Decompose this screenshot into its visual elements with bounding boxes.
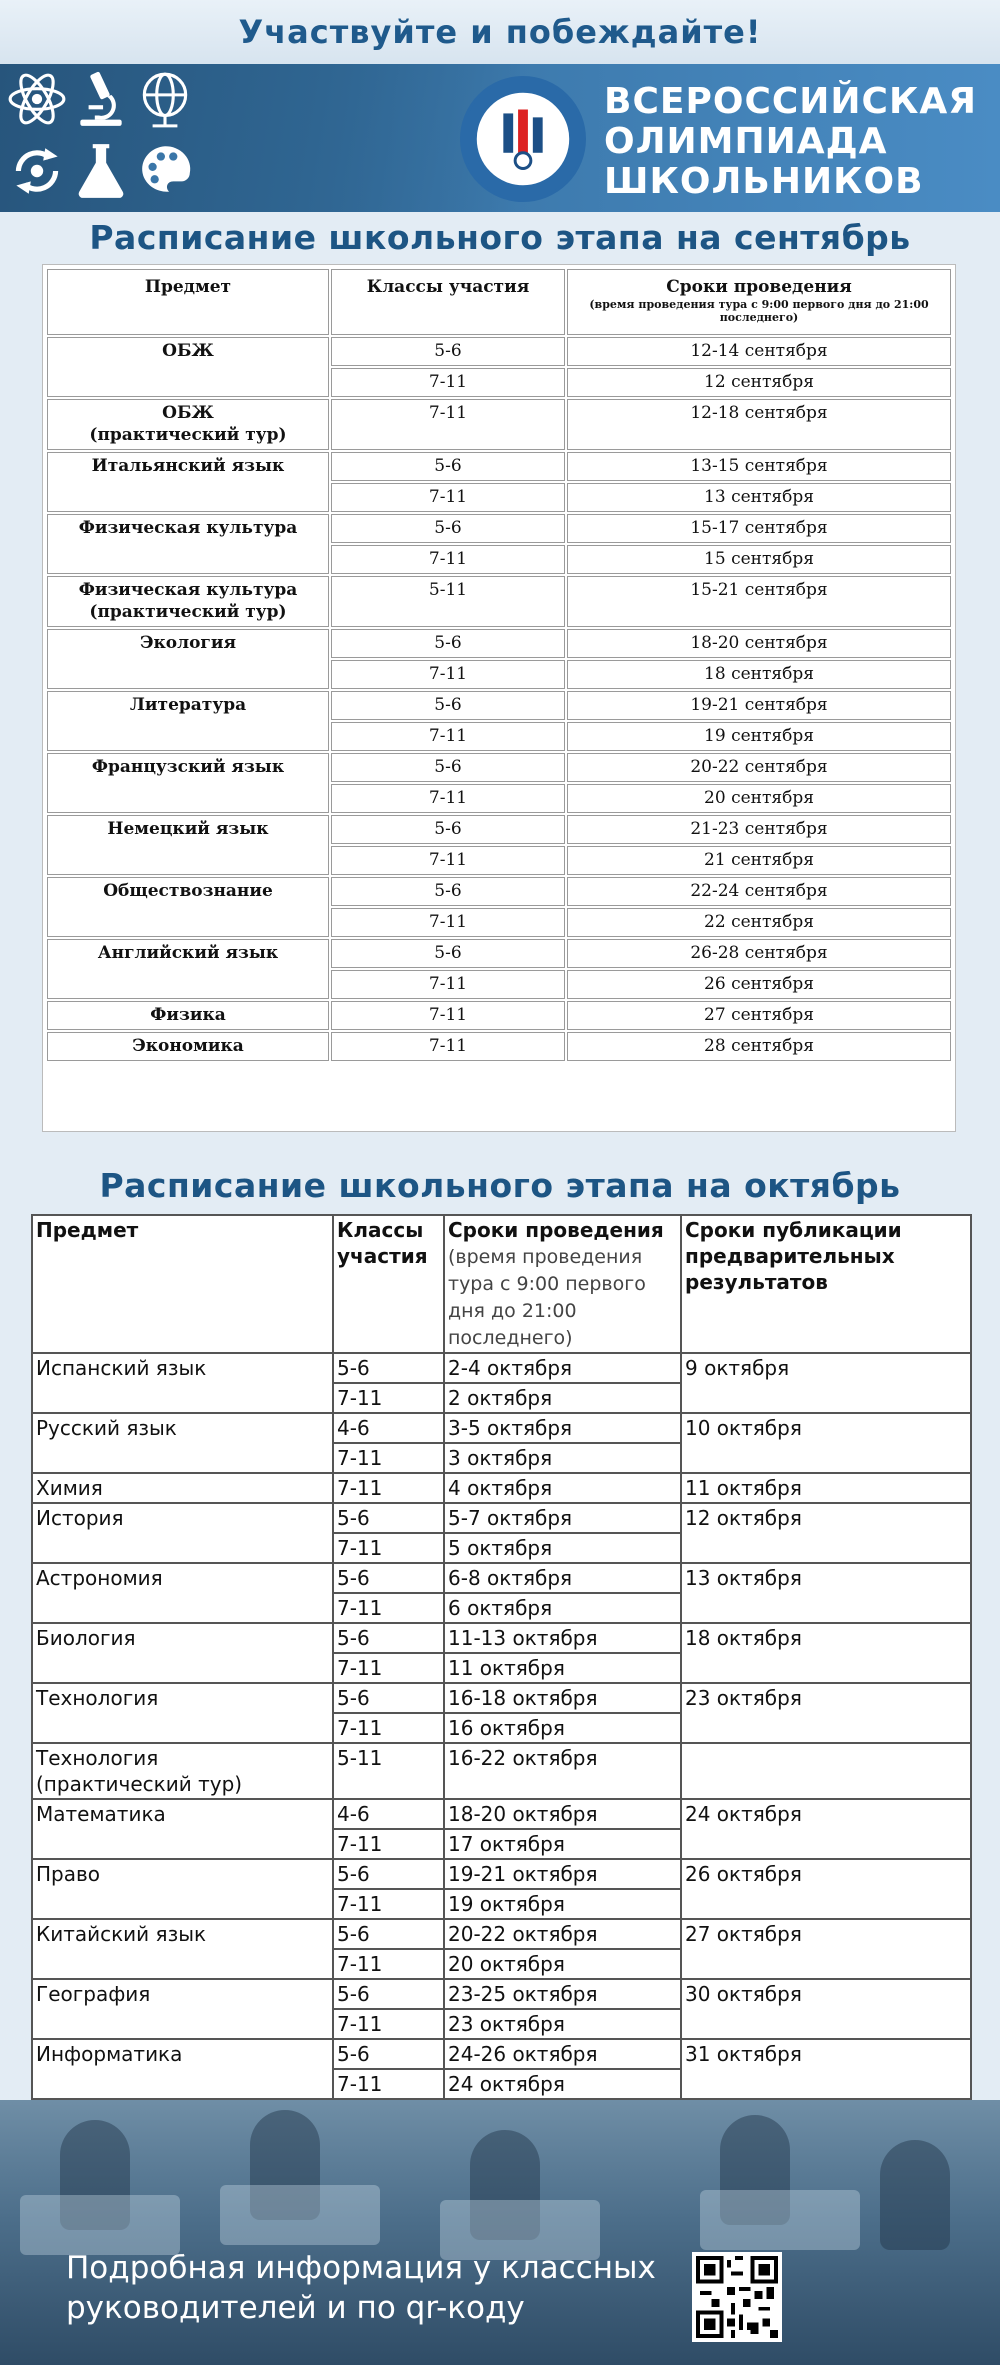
results-cell: [681, 1743, 971, 1799]
grades-cell: 7-11: [331, 368, 565, 397]
grades-cell: 7-11: [333, 1829, 444, 1859]
results-cell: 18 октября: [681, 1623, 971, 1683]
dates-cell: 24-26 октября: [444, 2039, 681, 2069]
dates-cell: 19 октября: [444, 1889, 681, 1919]
qr-code[interactable]: [692, 2252, 782, 2342]
grades-cell: 7-11: [331, 722, 565, 751]
subject-name: Физическая культура: [78, 518, 298, 538]
table-row: [47, 1032, 951, 1061]
table-row: [32, 1353, 971, 1383]
palette-icon: [134, 140, 196, 202]
subject-icons: [6, 68, 196, 208]
dates-cell: 3 октября: [444, 1443, 681, 1473]
subject-name: Химия: [36, 1476, 103, 1500]
table-row: [32, 1503, 971, 1533]
header-dates-note: (время проведения тура с 9:00 первого дня до 21:00 последнего): [448, 1246, 646, 1349]
dates-cell: 4 октября: [444, 1473, 681, 1503]
dates-cell: 20 октября: [444, 1949, 681, 1979]
september-table-wrap: [42, 264, 956, 1132]
student-silhouette: [880, 2140, 950, 2250]
table-row: [32, 1979, 971, 2009]
grades-cell: 7-11: [331, 399, 565, 450]
grades-cell: 7-11: [333, 1533, 444, 1563]
grades-cell: 7-11: [331, 545, 565, 574]
dates-cell: 19-21 сентября: [567, 691, 951, 720]
grades-cell: 5-6: [331, 815, 565, 844]
grades-cell: 7-11: [333, 1443, 444, 1473]
subject-name: Испанский язык: [36, 1356, 207, 1380]
dates-cell: 16-22 октября: [444, 1743, 681, 1799]
logo-title: [604, 82, 994, 202]
subject-cell: [47, 1032, 329, 1061]
grades-cell: 5-6: [331, 452, 565, 481]
subject-name: Литература: [129, 695, 247, 715]
subject-cell: [32, 1859, 333, 1919]
table-row: [47, 337, 951, 366]
subject-cell: [47, 576, 329, 627]
subject-name: (практический тур): [89, 602, 287, 622]
globe-icon: [134, 68, 196, 130]
dates-cell: 16 октября: [444, 1713, 681, 1743]
grades-cell: 7-11: [331, 660, 565, 689]
results-cell: 12 октября: [681, 1503, 971, 1563]
table-row: [47, 815, 951, 844]
grades-cell: 5-6: [331, 629, 565, 658]
dates-cell: 24 октября: [444, 2069, 681, 2099]
dates-cell: 13 сентября: [567, 483, 951, 512]
atom-icon: [6, 68, 68, 130]
subject-cell: [47, 753, 329, 813]
dates-cell: 22-24 сентября: [567, 877, 951, 906]
subject-cell: [32, 1353, 333, 1413]
subject-cell: [32, 1919, 333, 1979]
table-row: [32, 1859, 971, 1889]
desk-shape: [220, 2185, 380, 2245]
grades-cell: 5-6: [331, 691, 565, 720]
footer-line-1: Подробная информация у классных: [66, 2250, 656, 2286]
results-cell: 31 октября: [681, 2039, 971, 2099]
grades-cell: 7-11: [333, 2009, 444, 2039]
grades-cell: 5-6: [333, 1859, 444, 1889]
grades-cell: 7-11: [333, 1593, 444, 1623]
subject-cell: [32, 1743, 333, 1799]
subject-cell: [32, 1413, 333, 1473]
dates-cell: 26 сентября: [567, 970, 951, 999]
grades-cell: 5-6: [333, 1623, 444, 1653]
october-table: [31, 1214, 972, 2130]
header-dates-note: (время проведения тура с 9:00 первого дня до 21:00 последнего): [589, 298, 929, 324]
table-row: [47, 939, 951, 968]
dates-cell: 6-8 октября: [444, 1563, 681, 1593]
flask-icon: [70, 140, 132, 202]
subject-name: Физическая культура: [78, 580, 298, 600]
header-dates-label: Сроки проведения: [448, 1218, 664, 1242]
results-cell: 30 октября: [681, 1979, 971, 2039]
subject-name: ОБЖ: [162, 403, 214, 423]
dates-cell: 18-20 сентября: [567, 629, 951, 658]
table-row: [47, 399, 951, 450]
subject-name: (практический тур): [36, 1772, 243, 1796]
dates-cell: 28 сентября: [567, 1032, 951, 1061]
subject-name: Английский язык: [97, 943, 279, 963]
grades-cell: 7-11: [331, 908, 565, 937]
october-title: Расписание школьного этапа на октябрь: [99, 1166, 901, 1205]
subject-name: Немецкий язык: [107, 819, 269, 839]
footer-info-text: [66, 2248, 706, 2328]
october-table-body: [32, 1353, 971, 2129]
september-table: [45, 267, 953, 1063]
table-row: [47, 1001, 951, 1030]
header-dates: [567, 269, 951, 335]
dates-cell: 21-23 сентября: [567, 815, 951, 844]
subject-name: Биология: [36, 1626, 136, 1650]
dates-cell: 18-20 октября: [444, 1799, 681, 1829]
results-cell: 26 октября: [681, 1859, 971, 1919]
dates-cell: 13-15 сентября: [567, 452, 951, 481]
subject-cell: [32, 1563, 333, 1623]
dates-cell: 17 октября: [444, 1829, 681, 1859]
grades-cell: 5-6: [331, 939, 565, 968]
dates-cell: 15-21 сентября: [567, 576, 951, 627]
subject-name: Математика: [36, 1802, 166, 1826]
header-grades: Классы участия: [333, 1215, 444, 1353]
dates-cell: 12-18 сентября: [567, 399, 951, 450]
results-cell: 10 октября: [681, 1413, 971, 1473]
grades-cell: 7-11: [331, 483, 565, 512]
table-row: [32, 1623, 971, 1653]
header-subject: Предмет: [47, 269, 329, 335]
header-dates-label: Сроки проведения: [666, 277, 852, 297]
footer-classroom-photo: [0, 2100, 1000, 2365]
dates-cell: 12-14 сентября: [567, 337, 951, 366]
table-row: [32, 1563, 971, 1593]
results-cell: 23 октября: [681, 1683, 971, 1743]
dates-cell: 23 октября: [444, 2009, 681, 2039]
dates-cell: 19 сентября: [567, 722, 951, 751]
subject-name: Физика: [150, 1005, 226, 1025]
subject-name: История: [36, 1506, 124, 1530]
subject-name: Технология: [36, 1686, 159, 1710]
dates-cell: 11-13 октября: [444, 1623, 681, 1653]
grades-cell: 5-6: [331, 514, 565, 543]
logo-line-1: ВСЕРОССИЙСКАЯ: [604, 81, 977, 122]
subject-cell: [32, 1979, 333, 2039]
subject-name: Информатика: [36, 2042, 183, 2066]
grades-cell: 7-11: [333, 2069, 444, 2099]
grades-cell: 5-11: [333, 1743, 444, 1799]
subject-cell: [47, 939, 329, 999]
subject-name: (практический тур): [89, 425, 287, 445]
subject-name: Китайский язык: [36, 1922, 207, 1946]
subject-name: ОБЖ: [162, 341, 214, 361]
subject-name: География: [36, 1982, 151, 2006]
results-cell: 11 октября: [681, 1473, 971, 1503]
header-dates: [444, 1215, 681, 1353]
table-row: [32, 2039, 971, 2069]
dates-cell: 6 октября: [444, 1593, 681, 1623]
header-results: Сроки публикации предварительных результатов: [681, 1215, 971, 1353]
table-row: [32, 1683, 971, 1713]
olympiad-logo: [460, 76, 586, 202]
subject-cell: [47, 629, 329, 689]
grades-cell: 4-6: [333, 1799, 444, 1829]
dates-cell: 12 сентября: [567, 368, 951, 397]
subject-cell: [47, 1001, 329, 1030]
dates-cell: 2 октября: [444, 1383, 681, 1413]
grades-cell: 5-6: [333, 1919, 444, 1949]
grades-cell: 5-6: [333, 1503, 444, 1533]
subject-cell: [32, 1503, 333, 1563]
table-row: [47, 629, 951, 658]
subject-cell: [47, 691, 329, 751]
subject-cell: [32, 1683, 333, 1743]
microscope-icon: [70, 68, 132, 130]
dates-cell: 23-25 октября: [444, 1979, 681, 2009]
subject-cell: [47, 337, 329, 397]
grades-cell: 4-6: [333, 1413, 444, 1443]
table-row: [47, 452, 951, 481]
dates-cell: 27 сентября: [567, 1001, 951, 1030]
dates-cell: 2-4 октября: [444, 1353, 681, 1383]
table-row: [47, 877, 951, 906]
header-grades: Классы участия: [331, 269, 565, 335]
subject-name: Итальянский язык: [91, 456, 285, 476]
grades-cell: 7-11: [333, 1473, 444, 1503]
footer-line-2: руководителей и по qr-коду: [66, 2290, 525, 2326]
slogan-heading: Участвуйте и побеждайте!: [0, 0, 1000, 64]
qr-code-icon: [696, 2256, 778, 2338]
subject-cell: [32, 1473, 333, 1503]
grades-cell: 5-6: [331, 877, 565, 906]
table-row: [32, 1473, 971, 1503]
grades-cell: 5-6: [333, 1683, 444, 1713]
grades-cell: 5-6: [333, 1563, 444, 1593]
grades-cell: 5-6: [333, 1353, 444, 1383]
subject-cell: [47, 399, 329, 450]
dates-cell: 15 сентября: [567, 545, 951, 574]
table-header-row: [47, 269, 951, 335]
grades-cell: 5-6: [333, 2039, 444, 2069]
subject-cell: [47, 452, 329, 512]
subject-name: Русский язык: [36, 1416, 177, 1440]
dates-cell: 15-17 сентября: [567, 514, 951, 543]
dates-cell: 18 сентября: [567, 660, 951, 689]
grades-cell: 7-11: [333, 1383, 444, 1413]
subject-cell: [47, 514, 329, 574]
dates-cell: 11 октября: [444, 1653, 681, 1683]
subject-name: Экология: [139, 633, 237, 653]
desk-shape: [20, 2195, 180, 2255]
dates-cell: 3-5 октября: [444, 1413, 681, 1443]
results-cell: 27 октября: [681, 1919, 971, 1979]
table-row: [47, 691, 951, 720]
subject-cell: [47, 815, 329, 875]
grades-cell: 7-11: [331, 846, 565, 875]
grades-cell: 7-11: [331, 1032, 565, 1061]
dates-cell: 21 сентября: [567, 846, 951, 875]
subject-cell: [47, 877, 329, 937]
header-subject: Предмет: [32, 1215, 333, 1353]
logo-line-2: ОЛИМПИАДА: [604, 121, 888, 162]
dates-cell: 19-21 октября: [444, 1859, 681, 1889]
subject-name: Обществознание: [103, 881, 273, 901]
dates-cell: 20-22 октября: [444, 1919, 681, 1949]
table-row: [32, 1743, 971, 1799]
results-cell: 9 октября: [681, 1353, 971, 1413]
grades-cell: 7-11: [333, 1889, 444, 1919]
subject-name: Право: [36, 1862, 101, 1886]
subject-name: Французский язык: [91, 757, 285, 777]
table-row: [47, 514, 951, 543]
dates-cell: 20 сентября: [567, 784, 951, 813]
table-row: [47, 753, 951, 782]
grades-cell: 5-11: [331, 576, 565, 627]
desk-shape: [700, 2190, 860, 2250]
october-table-wrap: [31, 1214, 972, 2107]
table-header-row: [32, 1215, 971, 1353]
grades-cell: 7-11: [333, 1653, 444, 1683]
dates-cell: 20-22 сентября: [567, 753, 951, 782]
logo-line-3: ШКОЛЬНИКОВ: [604, 161, 924, 202]
dates-cell: 5-7 октября: [444, 1503, 681, 1533]
subject-name: Технология: [36, 1746, 159, 1770]
table-row: [32, 1919, 971, 1949]
table-row: [32, 1413, 971, 1443]
subject-cell: [32, 1623, 333, 1683]
subject-name: Экономика: [132, 1036, 244, 1056]
olympiad-banner: [0, 64, 1000, 212]
grades-cell: 7-11: [331, 1001, 565, 1030]
dates-cell: 16-18 октября: [444, 1683, 681, 1713]
subject-cell: [32, 2039, 333, 2099]
table-row: [32, 1799, 971, 1829]
subject-cell: [32, 1799, 333, 1859]
dates-cell: 22 сентября: [567, 908, 951, 937]
subject-name: Астрономия: [36, 1566, 163, 1590]
dates-cell: 26-28 сентября: [567, 939, 951, 968]
september-table-body: [47, 337, 951, 1061]
results-cell: 24 октября: [681, 1799, 971, 1859]
grades-cell: 5-6: [331, 753, 565, 782]
grades-cell: 7-11: [333, 1713, 444, 1743]
recycle-icon: [6, 140, 68, 202]
dates-cell: 5 октября: [444, 1533, 681, 1563]
grades-cell: 7-11: [331, 970, 565, 999]
results-cell: 13 октября: [681, 1563, 971, 1623]
grades-cell: 7-11: [333, 1949, 444, 1979]
olympiad-emblem-icon: [464, 80, 582, 198]
grades-cell: 5-6: [333, 1979, 444, 2009]
grades-cell: 7-11: [331, 784, 565, 813]
table-row: [47, 576, 951, 627]
grades-cell: 5-6: [331, 337, 565, 366]
september-title: Расписание школьного этапа на сентябрь: [89, 218, 911, 257]
